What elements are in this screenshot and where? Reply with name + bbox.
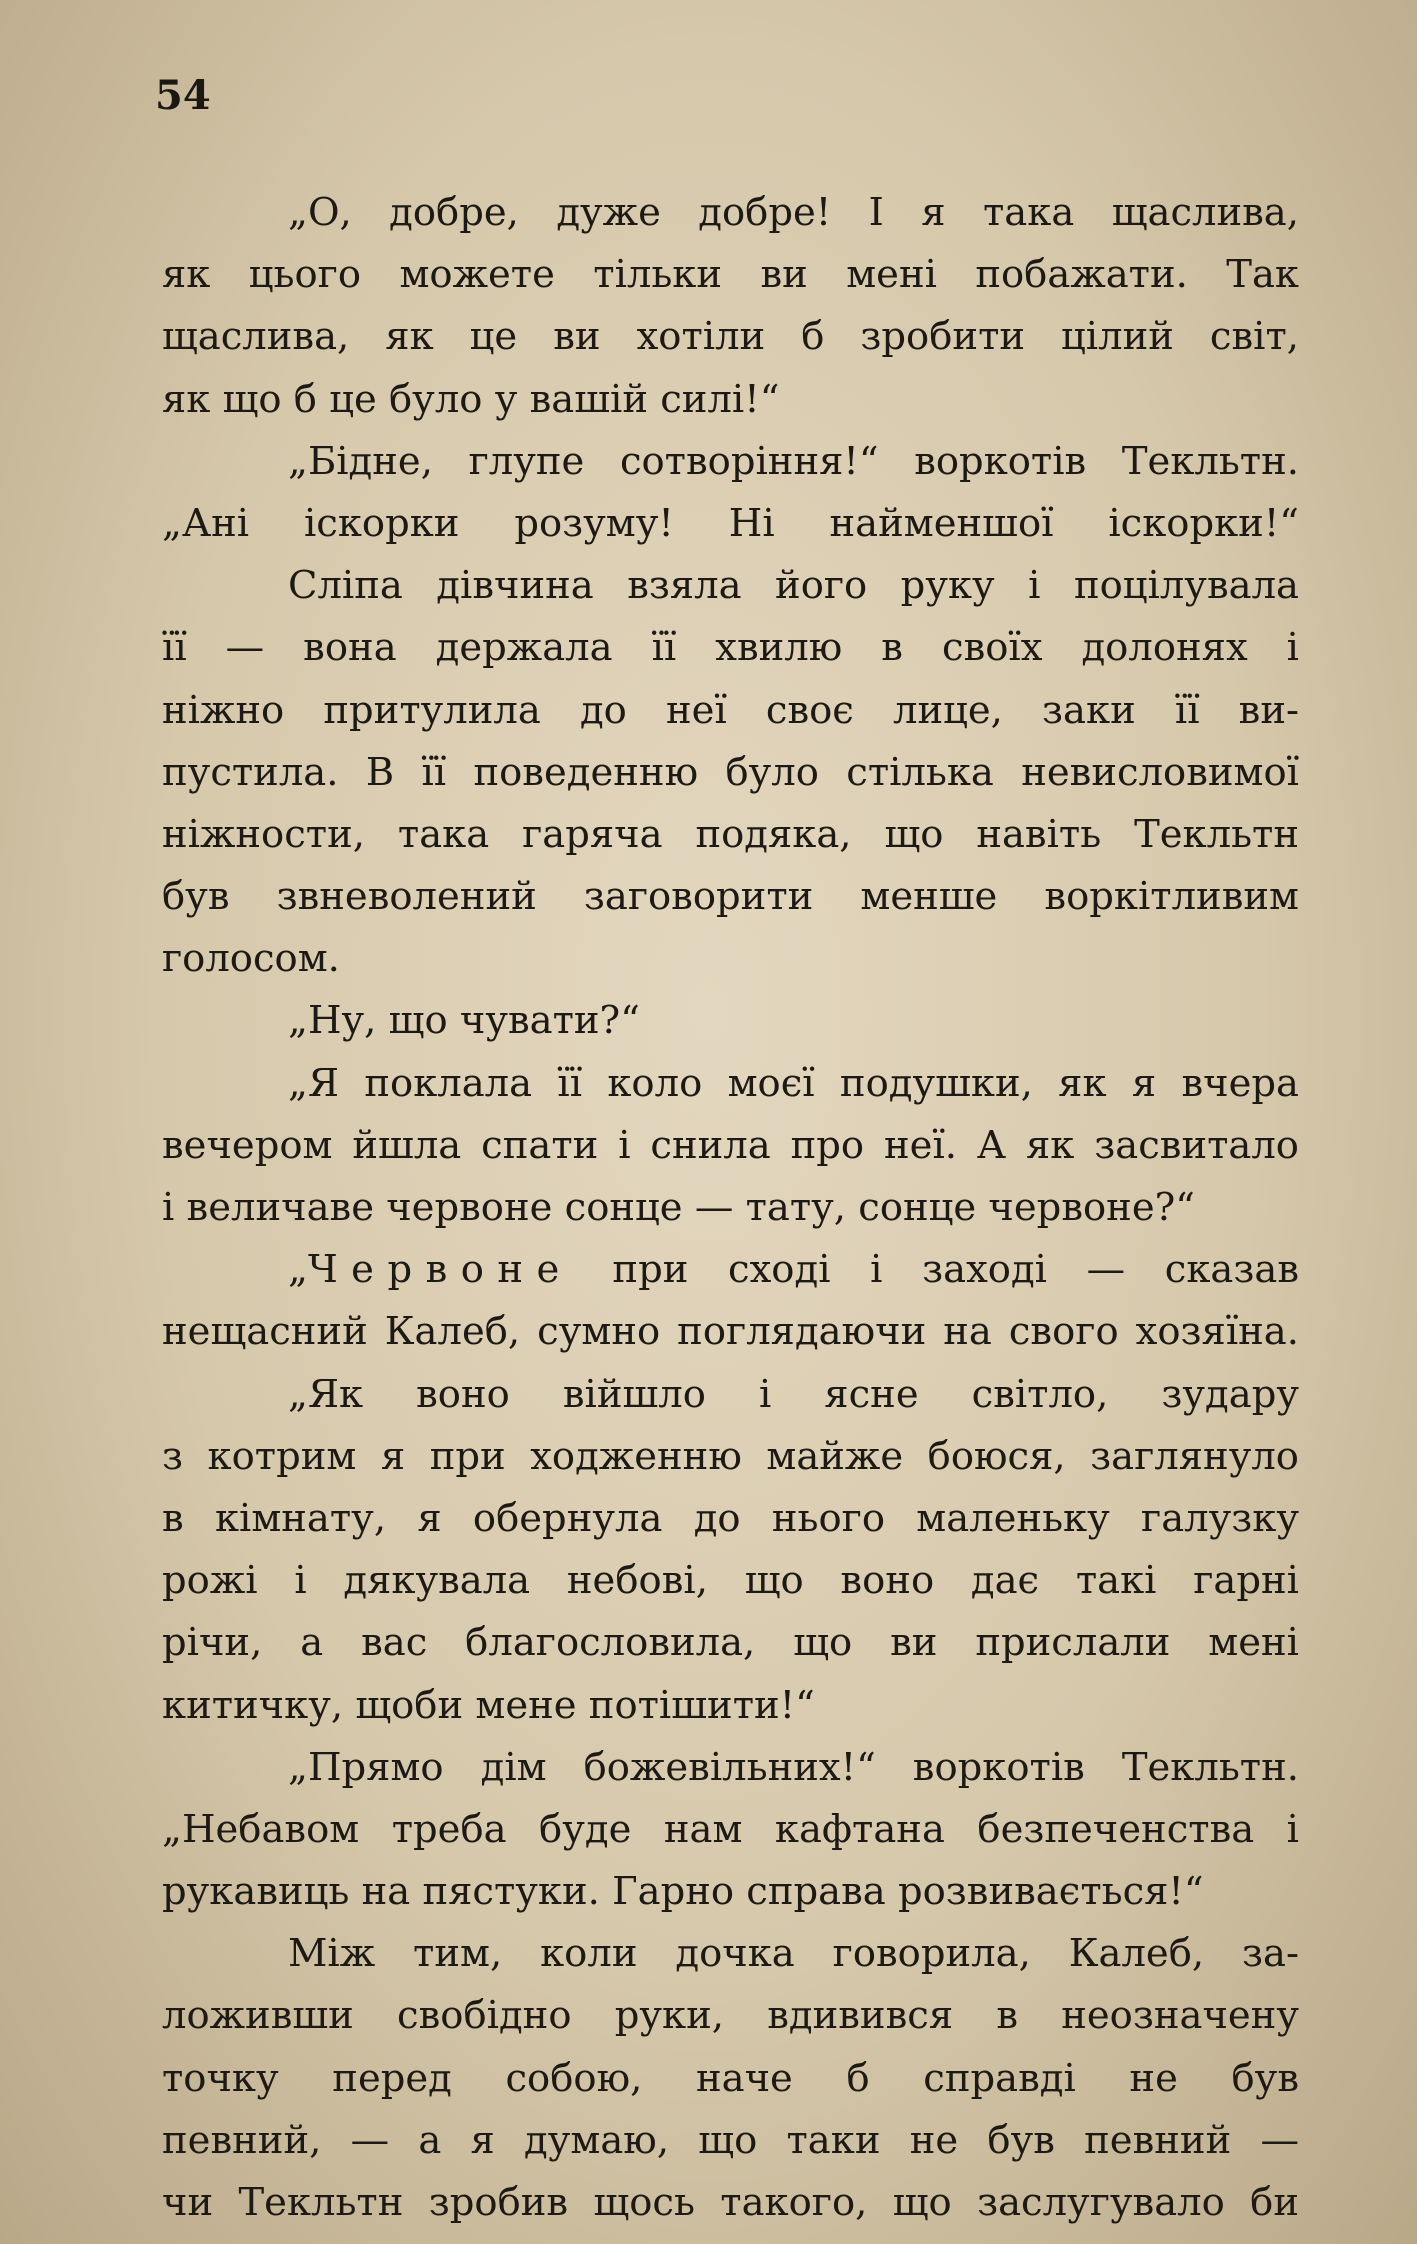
text-line: ложивши свобідно руки, вдивився в неозначену xyxy=(162,1993,1299,2039)
text-line: з котрим я при ходженню майже боюся, заглянуло xyxy=(162,1433,1299,1479)
text-line: рожі і дякувала небові, що воно дає такі гарні xyxy=(162,1558,1299,1604)
text-line: певний, — а я думаю, що таки не був певний — xyxy=(162,2117,1299,2163)
text-line: „Прямо дім божевільних!“ воркотів Текльтн. xyxy=(288,1744,1299,1790)
text-line: пустила. В її поведенню було стілька невисловимої xyxy=(162,749,1299,795)
text-line: і величаве червоне сонце — тату, сонце червоне?“ xyxy=(162,1185,1195,1230)
text-line: був звневолений заговорити менше воркітливим xyxy=(162,874,1299,920)
text-line: „Бідне, глупе сотворіння!“ воркотів Текльтн. xyxy=(288,438,1299,484)
text-line: як цього можете тільки ви мені побажати. Так xyxy=(162,252,1299,298)
text-line: рукавиць на пястуки. Гарно справа розвивається!“ xyxy=(162,1869,1204,1915)
text-line: нещасний Калеб, сумно поглядаючи на свого хозяїна. xyxy=(162,1309,1299,1355)
text-line: ніжности, така гаряча подяка, що навіть Текльтн xyxy=(162,811,1299,857)
text-line: „Небавом треба буде нам кафтана безпеченства і xyxy=(162,1806,1299,1852)
text-line: щаслива, як це ви хотіли б зробити цілий світ, xyxy=(162,314,1299,360)
text-line: чи Текльтн зробив щось такого, що заслугувало би xyxy=(162,2180,1299,2225)
body-text xyxy=(162,182,1299,2234)
text-line: вечером йшла спати і снила про неї. А як засвитало xyxy=(162,1122,1299,1168)
text-line: в кімнату, я обернула до нього маленьку галузку xyxy=(162,1495,1299,1541)
text-line: „Ну, що чувати?“ xyxy=(288,998,640,1044)
text-line: Між тим, коли дочка говорила, Калеб, за- xyxy=(288,1931,1299,1977)
text-line: точку перед собою, наче б справді не був xyxy=(162,2055,1299,2101)
text-line: „Як воно війшло і ясне світло, зудару xyxy=(288,1371,1299,1417)
text-line: „Червоне при сході і заході — сказав xyxy=(288,1247,1299,1293)
text-line: „О, добре, дуже добре! І я така щаслива, xyxy=(288,190,1299,235)
text-line: річи, а вас благословила, що ви прислали мені xyxy=(162,1620,1299,1666)
page-number: 54 xyxy=(155,72,211,119)
text-line: „Ані іскорки розуму! Ні найменшої іскорки!“ xyxy=(162,500,1299,546)
text-line: як що б це було у вашій силі!“ xyxy=(162,376,780,422)
text-line: її — вона держала її хвилю в своїх долонях і xyxy=(162,625,1299,671)
text-line: Сліпа дівчина взяла його руку і поцілувала xyxy=(288,563,1299,609)
text-line: „Я поклала її коло моєї подушки, як я вчера xyxy=(288,1060,1299,1106)
text-line: голосом. xyxy=(162,936,340,982)
text-line: ніжно притулила до неї своє лице, заки її ви- xyxy=(162,687,1299,733)
text-line: китичку, щоби мене потішити!“ xyxy=(162,1682,815,1728)
emphasized-word: Червоне xyxy=(307,1247,573,1293)
